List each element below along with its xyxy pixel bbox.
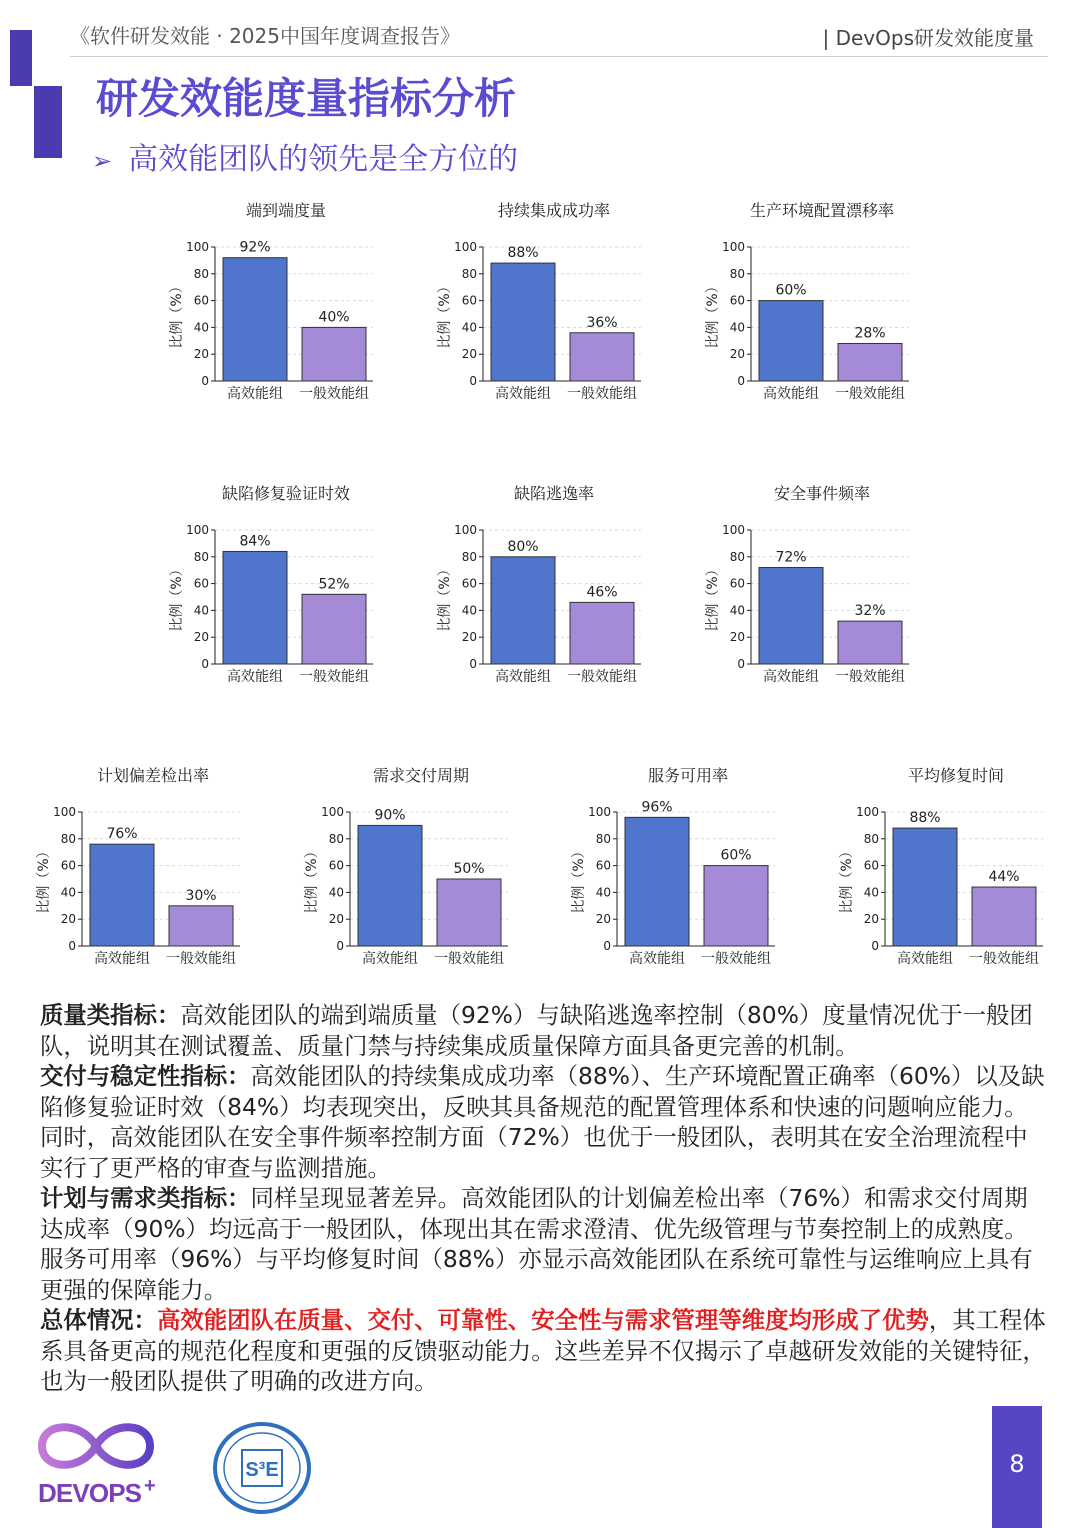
- y-tick-label: 0: [469, 657, 477, 671]
- category-label: 一般效能组: [567, 669, 637, 685]
- data-label: 60%: [775, 282, 807, 299]
- y-axis-label: 比例（%）: [437, 562, 453, 632]
- category-label: 一般效能组: [835, 669, 905, 685]
- y-tick-label: 0: [201, 657, 209, 671]
- infinity-icon: [42, 1427, 150, 1465]
- y-tick-label: 0: [469, 374, 477, 388]
- y-tick-label: 100: [722, 240, 745, 254]
- data-label: 76%: [106, 826, 138, 843]
- data-label: 88%: [909, 810, 941, 827]
- y-tick-label: 100: [856, 805, 879, 819]
- chart-title: 端到端度量: [245, 201, 327, 220]
- delivery-text: 高效能团队的持续集成成功率（88%）、生产环境配置正确率（60%）以及缺陷修复验证时效（84%）均表现突出，反映其具备规范的配置管理体系和快速的问题响应能力。同时，高效能团队在安全事件频率控制方面（72%）也优于一般团队，表明其在安全治理流程中实行了更严格的审查与监测措施。: [40, 1062, 1045, 1182]
- bar-high-efficiency: [358, 825, 422, 946]
- data-label: 50%: [453, 861, 485, 877]
- bar-high-efficiency: [90, 844, 154, 946]
- decor-bar-bottom: [34, 86, 62, 158]
- y-tick-label: 0: [603, 939, 611, 953]
- y-tick-label: 40: [729, 603, 745, 618]
- data-label: 84%: [239, 533, 271, 550]
- chart-title: 计划偏差检出率: [96, 766, 210, 785]
- bar-high-efficiency: [223, 551, 287, 664]
- category-label: 高效能组: [227, 669, 283, 685]
- y-tick-label: 0: [737, 374, 745, 388]
- y-axis-label: 比例（%）: [169, 279, 185, 349]
- category-label: 高效能组: [94, 951, 150, 967]
- y-axis-label: 比例（%）: [437, 279, 453, 349]
- chart-title: 服务可用率: [647, 766, 729, 785]
- data-label: 96%: [641, 799, 673, 816]
- data-label: 80%: [507, 538, 539, 555]
- devops-logo: [36, 1414, 166, 1514]
- category-label: 一般效能组: [969, 951, 1039, 967]
- category-label: 高效能组: [495, 386, 551, 402]
- y-tick-label: 40: [193, 603, 209, 618]
- quality-paragraph: [40, 1000, 1046, 1061]
- quality-text: 高效能团队的端到端质量（92%）与缺陷逃逸率控制（80%）度量情况优于一般团队，说明其在测试覆盖、质量门禁与持续集成质量保障方面具备更完善的机制。: [40, 1001, 1033, 1060]
- y-tick-label: 20: [60, 912, 76, 927]
- y-tick-label: 80: [60, 831, 76, 846]
- y-tick-label: 60: [193, 293, 209, 308]
- data-label: 32%: [854, 603, 886, 620]
- bar-general-efficiency: [302, 594, 366, 664]
- y-tick-label: 0: [68, 939, 76, 953]
- plan-label: 计划与需求类指标：: [40, 1184, 251, 1212]
- y-tick-label: 0: [201, 374, 209, 388]
- data-label: 36%: [586, 314, 618, 331]
- y-tick-label: 0: [737, 657, 745, 671]
- page-number-box: [992, 1406, 1042, 1528]
- data-label: 88%: [507, 245, 539, 262]
- category-label: 高效能组: [227, 386, 283, 402]
- y-axis-label: 比例（%）: [705, 562, 721, 632]
- y-axis-label: 比例（%）: [169, 562, 185, 632]
- decor-bar-top: [10, 30, 32, 86]
- chart-title: 缺陷修复验证时效: [221, 484, 351, 503]
- y-tick-label: 20: [729, 630, 745, 645]
- category-label: 高效能组: [629, 951, 685, 967]
- y-tick-label: 0: [871, 939, 879, 953]
- category-label: 一般效能组: [166, 951, 236, 967]
- plan-text: 同样呈现显著差异。高效能团队的计划偏差检出率（76%）和需求交付周期达成率（90%）均远高于一般团队，体现出其在需求澄清、优先级管理与节奏控制上的成熟度。服务可用率（96%）与平均修复时间（88%）亦显示高效能团队在系统可靠性与运维响应上具有更强的保障能力。: [40, 1184, 1033, 1304]
- bar-high-efficiency: [223, 258, 287, 381]
- data-label: 28%: [854, 325, 886, 342]
- category-label: 高效能组: [495, 669, 551, 685]
- delivery-paragraph: [40, 1061, 1046, 1183]
- subtitle-text: 高效能团队的领先是全方位的: [128, 142, 519, 177]
- data-label: 52%: [318, 576, 350, 593]
- y-tick-label: 60: [328, 858, 344, 873]
- bar-general-efficiency: [302, 327, 366, 381]
- data-label: 40%: [318, 309, 350, 326]
- data-label: 60%: [720, 847, 752, 864]
- seal-text: S³E: [245, 1459, 279, 1481]
- overall-label: 总体情况：: [40, 1306, 157, 1334]
- bullet-arrow-icon: ➢: [92, 147, 113, 175]
- y-tick-label: 80: [461, 549, 477, 564]
- data-label: 92%: [239, 239, 271, 256]
- y-tick-label: 100: [454, 523, 477, 537]
- y-tick-label: 80: [193, 549, 209, 564]
- bar-general-efficiency: [437, 879, 501, 946]
- bar-high-efficiency: [759, 568, 823, 664]
- data-label: 72%: [775, 549, 807, 566]
- data-label: 30%: [185, 887, 217, 904]
- y-tick-label: 20: [595, 912, 611, 927]
- overall-text: ，其工程体系具备更高的规范化程度和更强的反馈驱动能力。这些差异不仅揭示了卓越研发效能的关键特征，也为一般团队提供了明确的改进方向。: [40, 1306, 1046, 1395]
- y-tick-label: 80: [729, 549, 745, 564]
- bar-general-efficiency: [838, 343, 902, 381]
- y-tick-label: 20: [729, 347, 745, 362]
- category-label: 高效能组: [897, 951, 953, 967]
- y-tick-label: 60: [729, 293, 745, 308]
- y-tick-label: 80: [595, 831, 611, 846]
- y-tick-label: 0: [336, 939, 344, 953]
- y-tick-label: 60: [595, 858, 611, 873]
- bar-general-efficiency: [838, 621, 902, 664]
- bar-general-efficiency: [570, 602, 634, 664]
- bar-general-efficiency: [704, 866, 768, 946]
- y-tick-label: 80: [461, 266, 477, 281]
- y-axis-label: 比例（%）: [36, 844, 52, 914]
- y-tick-label: 20: [328, 912, 344, 927]
- y-tick-label: 40: [461, 603, 477, 618]
- y-axis-label: 比例（%）: [571, 844, 587, 914]
- devops-logo-plus: +: [144, 1475, 156, 1497]
- y-tick-label: 40: [328, 885, 344, 900]
- overall-paragraph: [40, 1305, 1046, 1397]
- bar-general-efficiency: [972, 887, 1036, 946]
- bar-high-efficiency: [893, 828, 957, 946]
- y-tick-label: 40: [863, 885, 879, 900]
- chart-title: 生产环境配置漂移率: [749, 201, 895, 220]
- y-tick-label: 100: [588, 805, 611, 819]
- category-label: 高效能组: [763, 386, 819, 402]
- s3e-seal-logo: [212, 1422, 312, 1514]
- y-tick-label: 40: [595, 885, 611, 900]
- y-tick-label: 60: [461, 576, 477, 591]
- data-label: 46%: [586, 584, 618, 601]
- section-name: | DevOps研发效能度量: [822, 26, 1034, 50]
- y-tick-label: 100: [186, 240, 209, 254]
- y-tick-label: 100: [186, 523, 209, 537]
- bar-high-efficiency: [491, 263, 555, 381]
- y-tick-label: 20: [461, 347, 477, 362]
- category-label: 高效能组: [362, 951, 418, 967]
- header-divider: [70, 56, 1048, 57]
- category-label: 一般效能组: [835, 386, 905, 402]
- y-tick-label: 40: [193, 320, 209, 335]
- y-axis-label: 比例（%）: [839, 844, 855, 914]
- page-subtitle: [92, 134, 518, 178]
- y-tick-label: 100: [722, 523, 745, 537]
- y-tick-label: 60: [193, 576, 209, 591]
- delivery-label: 交付与稳定性指标：: [40, 1062, 251, 1090]
- y-tick-label: 20: [863, 912, 879, 927]
- y-tick-label: 60: [729, 576, 745, 591]
- chart-title: 持续集成成功率: [497, 201, 611, 220]
- y-tick-label: 80: [729, 266, 745, 281]
- y-axis-label: 比例（%）: [705, 279, 721, 349]
- y-tick-label: 60: [863, 858, 879, 873]
- chart-title: 安全事件频率: [773, 484, 871, 503]
- y-tick-label: 40: [60, 885, 76, 900]
- devops-logo-text: DEVOPS: [38, 1478, 142, 1508]
- page-number: 8: [1009, 1450, 1025, 1478]
- y-tick-label: 40: [729, 320, 745, 335]
- bar-high-efficiency: [491, 557, 555, 664]
- bar-high-efficiency: [625, 817, 689, 946]
- analysis-text: [40, 1000, 1046, 1397]
- y-tick-label: 20: [193, 630, 209, 645]
- report-title: 《软件研发效能 · 2025中国年度调查报告》: [70, 24, 460, 48]
- chart-title: 需求交付周期: [372, 766, 470, 785]
- category-label: 一般效能组: [701, 951, 771, 967]
- category-label: 一般效能组: [434, 951, 504, 967]
- data-label: 44%: [988, 869, 1020, 886]
- y-tick-label: 80: [328, 831, 344, 846]
- quality-label: 质量类指标：: [40, 1001, 181, 1029]
- y-tick-label: 100: [454, 240, 477, 254]
- data-label: 90%: [374, 807, 406, 824]
- y-tick-label: 60: [461, 293, 477, 308]
- y-tick-label: 80: [863, 831, 879, 846]
- y-tick-label: 40: [461, 320, 477, 335]
- y-tick-label: 20: [193, 347, 209, 362]
- bar-general-efficiency: [169, 906, 233, 946]
- overall-highlight: 高效能团队在质量、交付、可靠性、安全性与需求管理等维度均形成了优势: [156, 1306, 929, 1334]
- chart-title: 缺陷逃逸率: [513, 484, 595, 503]
- bar-general-efficiency: [570, 333, 634, 381]
- y-axis-label: 比例（%）: [304, 844, 320, 914]
- bar-charts-grid: [0, 180, 1080, 980]
- page-title: 研发效能度量指标分析: [96, 74, 517, 123]
- plan-paragraph: [40, 1183, 1046, 1305]
- y-tick-label: 80: [193, 266, 209, 281]
- y-tick-label: 20: [461, 630, 477, 645]
- category-label: 一般效能组: [299, 386, 369, 402]
- category-label: 一般效能组: [299, 669, 369, 685]
- category-label: 高效能组: [763, 669, 819, 685]
- bar-high-efficiency: [759, 301, 823, 381]
- category-label: 一般效能组: [567, 386, 637, 402]
- chart-title: 平均修复时间: [907, 766, 1005, 785]
- y-tick-label: 60: [60, 858, 76, 873]
- y-tick-label: 100: [53, 805, 76, 819]
- y-tick-label: 100: [321, 805, 344, 819]
